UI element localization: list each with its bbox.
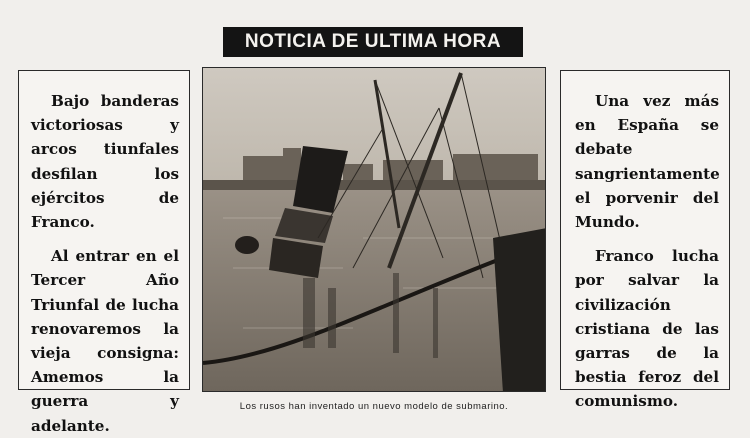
right-paragraph-1: Una vez más en España se debate sangrientamente el porvenir del Mundo. xyxy=(575,92,720,232)
left-paragraph-1: Bajo banderas victoriosas y arcos tiunfales desfilan los ejércitos de Franco. xyxy=(31,92,179,232)
buoy xyxy=(235,236,259,254)
sunken-ship-photo xyxy=(202,67,546,392)
water xyxy=(203,190,546,392)
headline-banner xyxy=(223,27,523,57)
photo-illustration xyxy=(203,68,546,392)
right-paragraph-2: Franco lucha por salvar la civilización cristiana de las garras de la bestia feroz del comunismo. xyxy=(575,247,719,411)
left-paragraph-2: Al entrar en el Tercer Año Triunfal de lucha renovaremos la vieja consigna: Amemos la guerra y adelante. xyxy=(31,247,179,435)
right-text-column xyxy=(560,70,730,411)
photo-caption: Los rusos han inventado un nuevo modelo de submarino. xyxy=(239,401,509,412)
left-text-column xyxy=(18,70,190,435)
headline-title: NOTICIA DE ULTIMA HORA xyxy=(244,31,502,52)
